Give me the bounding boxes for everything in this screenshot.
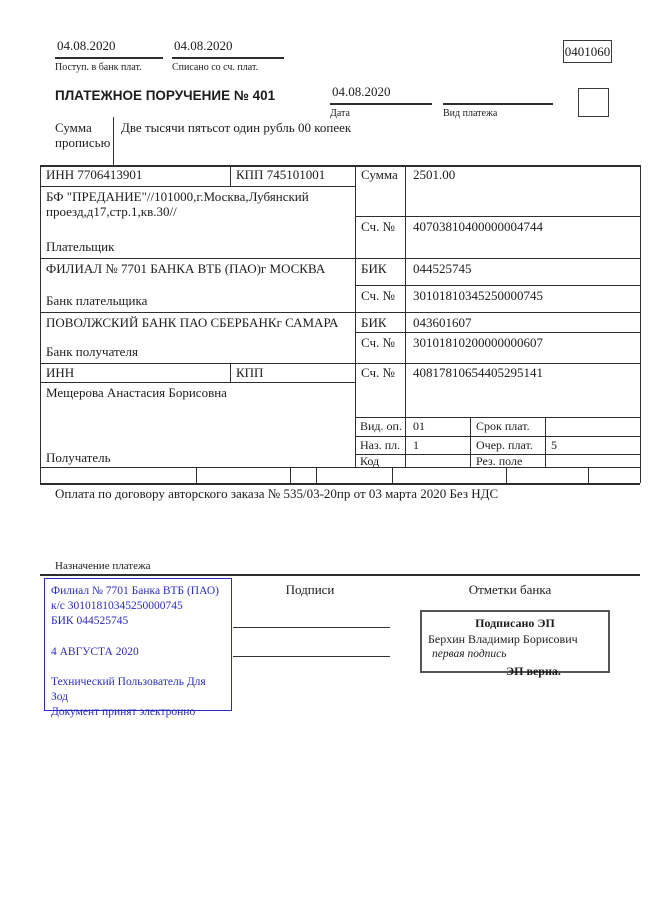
signature-line-1 [233,627,390,628]
payee-inn-label: ИНН [46,365,75,380]
empty-row-divider-5 [506,467,507,483]
form-code-box: 0401060 [563,40,612,63]
amount-words-label: Сумма прописью [55,120,111,150]
payer-account: 40703810400000004744 [413,219,543,234]
divider-main [355,165,356,467]
bank-stamp [44,578,232,719]
stamp-line-corr-account: к/с 30101810345250000745 [51,600,183,613]
divider-label-value [405,165,406,467]
stamp-line-bik: БИК 044525745 [51,615,129,628]
payer-bank-account: 30101810345250000745 [413,288,543,303]
line-under-payee-bank [40,363,640,364]
line-under-inn-kpp [40,186,355,187]
payee-label: Получатель [46,450,111,465]
payment-table [40,165,640,483]
line-under-bik2 [355,332,640,333]
divider-inn-kpp-payee [230,363,231,382]
line-under-payee [40,467,640,468]
payer-account-label: Сч. № [361,219,395,234]
stamp-line-accepted: Документ принят электронно [51,706,196,719]
date-field [330,84,432,119]
divider-inn-kpp-payer [230,165,231,186]
priority-label: Очер. плат. [476,438,533,452]
line-under-bik1 [355,285,640,286]
payer-bank-bik: 044525745 [413,261,472,276]
esign-name: Берхин Владимир Борисович [428,632,578,647]
line-under-op-row1 [355,436,640,437]
empty-row-divider-4 [392,467,393,483]
payee-kpp-label: КПП [236,365,264,380]
payment-purpose-value: 1 [413,438,419,452]
payment-purpose-label: Наз. пл. [360,438,401,452]
stamp-line-bank: Филиал № 7701 Банка ВТБ (ПАО) [51,585,219,597]
debited-date-label: Списано со сч. плат. [172,62,259,73]
date-value: 04.08.2020 [330,84,432,105]
stamp-gap [51,660,225,675]
priority-value: 5 [551,438,557,452]
line-under-payer-bank [40,312,640,313]
payer-kpp: КПП 745101001 [236,167,326,182]
line-top-op-table [355,417,640,418]
esign-title: Подписано ЭП [475,616,555,630]
received-date: 04.08.2020 [55,38,163,59]
payment-type-label: Вид платежа [443,108,498,119]
payee-bank-label: Банк получателя [46,344,138,359]
amount-words-value: Две тысячи пятьсот один рубль 00 копеек [121,120,352,135]
payer-bank-label: Банк плательщика [46,293,148,308]
table-border-left [40,165,41,483]
empty-row-divider-6 [588,467,589,483]
op-type-value: 01 [413,419,425,433]
op-type-label: Вид. оп. [360,419,402,433]
esign-verified: ЭП верна. [506,663,561,678]
sum-value: 2501.00 [413,167,456,182]
esign-note: первая подпись [432,648,507,661]
signature-line-2 [233,656,390,657]
empty-row-divider-2 [290,467,291,483]
payer-label: Плательщик [46,239,115,254]
empty-row-divider-1 [196,467,197,483]
payer-inn: ИНН 7706413901 [46,167,143,182]
stamp-line-user: Технический Пользователь Для Зод [51,675,206,703]
payer-bank-account-label: Сч. № [361,288,395,303]
table-border-bottom [40,483,640,485]
received-date-label: Поступ. в банк плат. [55,62,142,73]
payee-account: 40817810654405295141 [413,365,543,380]
due-date-label: Срок плат. [476,419,530,433]
line-under-sum [355,216,640,217]
date-label: Дата [330,108,350,119]
bank-marks-heading: Отметки банка [468,582,552,597]
status-checkbox [578,88,609,117]
payment-purpose-section-label: Назначение платежа [55,560,151,572]
payment-purpose-text: Оплата по договору авторского заказа № 535/03-20пр от 03 марта 2020 Без НДС [55,486,499,501]
code-label: Код [360,454,380,468]
debited-from-account-field [172,38,284,73]
payee-bank-bik-label: БИК [361,315,387,330]
debited-date: 04.08.2020 [172,38,284,59]
payee-bank-account: 30101810200000000607 [413,335,543,350]
footer-divider-line [40,574,640,576]
payer-bank-bik-label: БИК [361,261,387,276]
table-border-right [640,165,641,483]
payment-type-value [443,84,553,105]
esignature-box [420,610,610,678]
sum-label: Сумма [361,167,398,182]
payer-name: БФ "ПРЕДАНИЕ"//101000,г.Москва,Лубянский проезд,д17,стр.1,кв.30// [46,189,309,219]
signatures-heading: Подписи [285,582,335,597]
payer-bank-name: ФИЛИАЛ № 7701 БАНКА ВТБ (ПАО)г МОСКВА [46,261,326,276]
payee-account-label: Сч. № [361,365,395,380]
payee-bank-bik: 043601607 [413,315,472,330]
line-under-payer [40,258,640,259]
stamp-line-date: 4 АВГУСТА 2020 [51,645,139,658]
divider-op-label2-value2 [545,417,546,467]
amount-words-divider [113,117,114,165]
payee-bank-name: ПОВОЛЖСКИЙ БАНК ПАО СБЕРБАНКг САМАРА [46,315,339,330]
payee-bank-account-label: Сч. № [361,335,395,350]
line-under-payee-inn [40,382,355,383]
received-in-bank-field [55,38,163,73]
empty-row-divider-3 [316,467,317,483]
stamp-gap [51,630,225,645]
divider-op-value-label2 [470,417,471,467]
reserve-field-label: Рез. поле [476,454,523,468]
document-title: ПЛАТЕЖНОЕ ПОРУЧЕНИЕ № 401 [55,88,276,103]
payment-type-field [443,84,553,119]
payee-name: Мещерова Анастасия Борисовна [46,385,227,400]
